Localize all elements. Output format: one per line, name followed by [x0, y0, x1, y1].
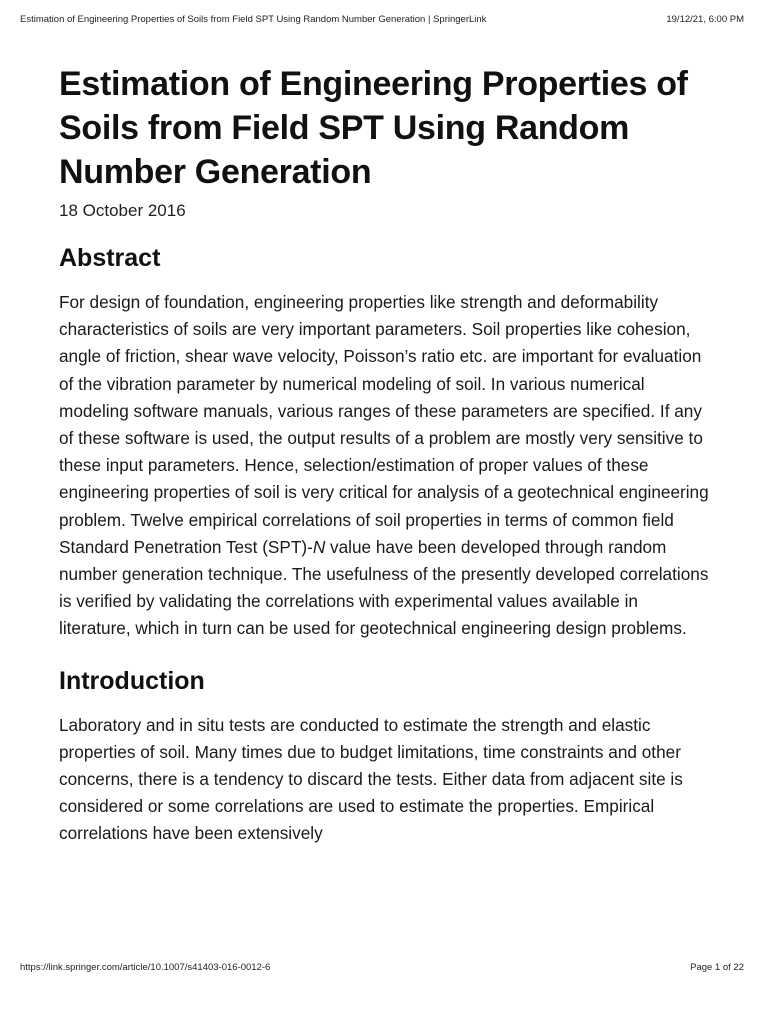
introduction-paragraph: Laboratory and in situ tests are conducted to estimate the strength and elastic properties of soil. Many times due to budget limitations, time constraints and other concerns, there is a tendency to discard the tests. Either data from adjacent site is considered or some correlations are used to estimate the properties. Empirical correlations have been extensively — [59, 714, 683, 844]
introduction-heading: Introduction — [59, 666, 205, 695]
print-header-page-title: Estimation of Engineering Properties of Soils from Field SPT Using Random Number Generation | SpringerLink — [20, 14, 487, 25]
abstract-section — [59, 242, 711, 643]
abstract-paragraph — [59, 289, 711, 643]
publication-date: 18 October 2016 — [59, 201, 186, 220]
introduction-section — [59, 665, 711, 848]
print-header — [20, 14, 744, 25]
abstract-heading: Abstract — [59, 244, 161, 272]
article — [59, 62, 711, 848]
print-header-datetime: 19/12/21, 6:00 PM — [666, 14, 744, 25]
article-title: Estimation of Engineering Properties of Soils from Field SPT Using Random Number Generation — [59, 65, 688, 191]
abstract-text-part-2: value have been developed through random number generation technique. The usefulness of the presently developed correlations is verified by validating the correlations with experimental values available in literature, which in turn can be used for geotechnical engineering design problems. — [59, 536, 709, 639]
abstract-italic-n: N — [312, 536, 326, 557]
print-footer-url[interactable]: https://link.springer.com/article/10.1007/s41403-016-0012-6 — [20, 962, 271, 973]
print-footer — [20, 962, 744, 973]
print-footer-page-indicator: Page 1 of 22 — [690, 962, 744, 973]
abstract-text-part-1: For design of foundation, engineering properties like strength and deformability characteristics of soils are very important parameters. Soil properties like cohesion, angle of friction, shear wave velocity, Poisson’s ratio etc. are important for evaluation of the vibration parameter by numerical modeling of soil. In various numerical modeling software manuals, various ranges of these parameters are specified. If any of these software is used, the output results of a problem are mostly very sensitive to these input parameters. Hence, selection/estimation of proper values of these engineering properties of soil is very critical for analysis of a geotechnical engineering problem. Twelve empirical correlations of soil properties in terms of common field Standard Penetration Test (SPT)- — [59, 292, 709, 557]
